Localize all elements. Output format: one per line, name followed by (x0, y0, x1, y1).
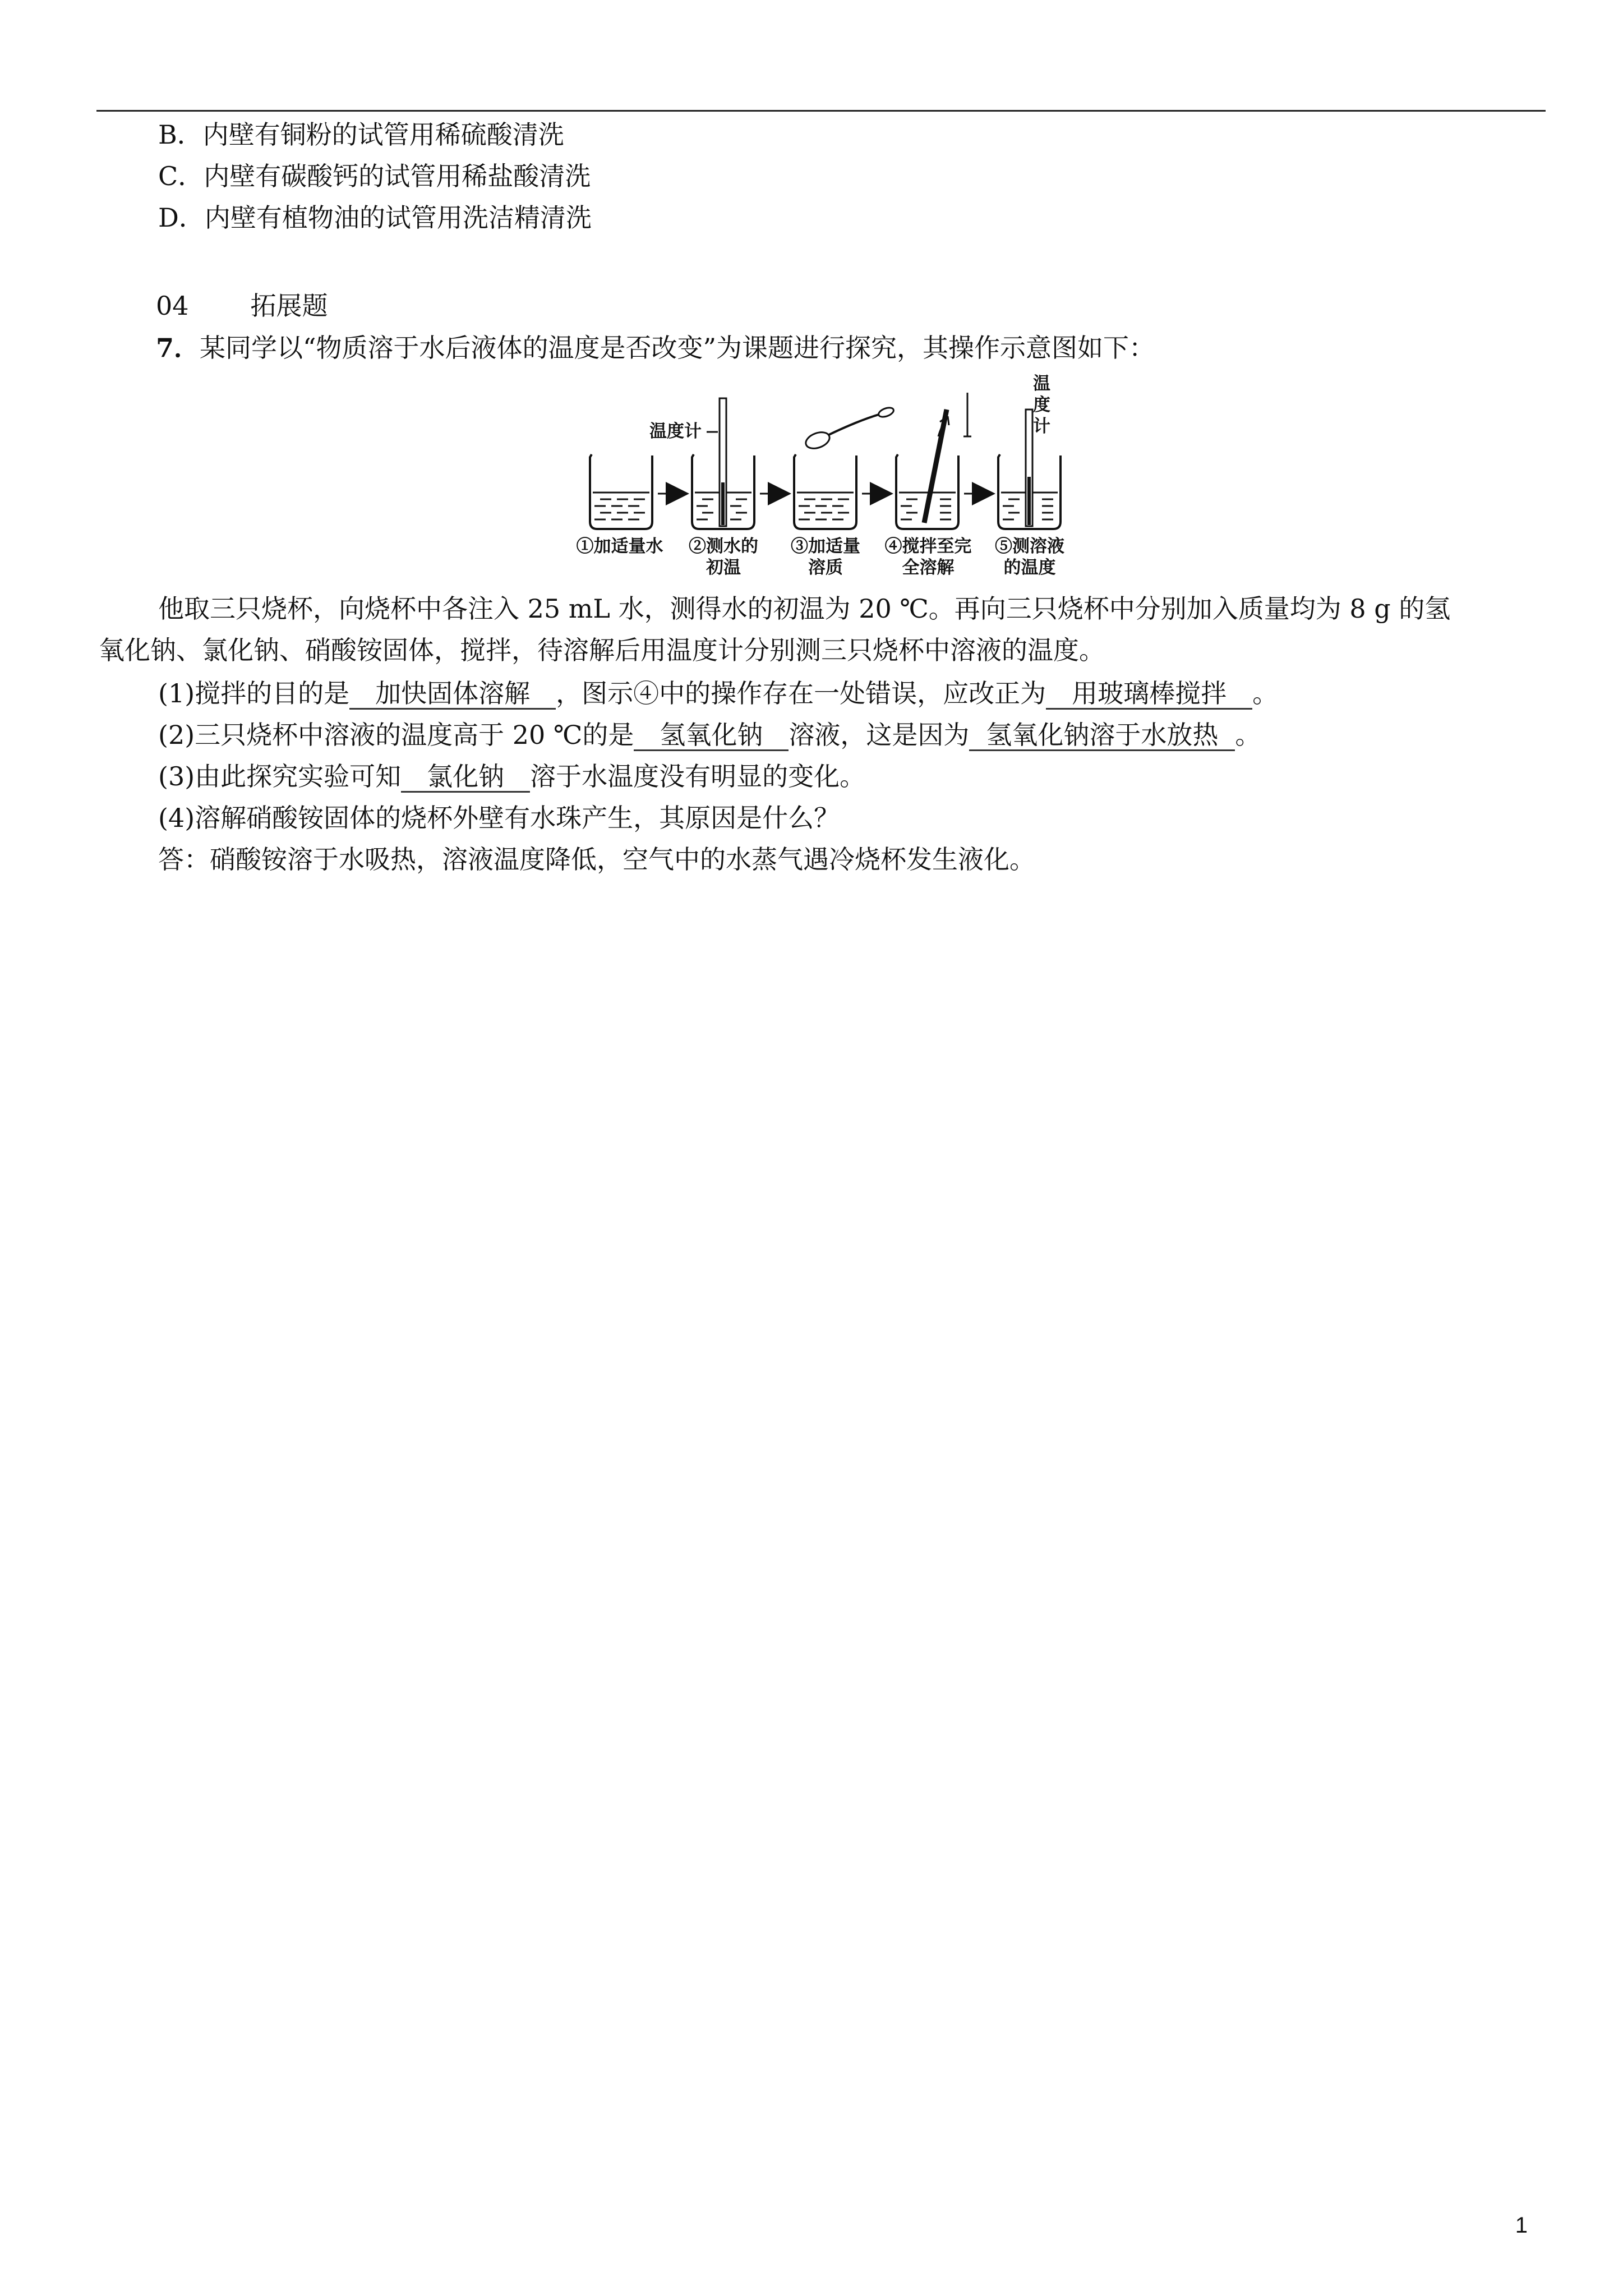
sub-question-1: (1)搅拌的目的是 加快固体溶解 ，图示④中的操作存在一处错误，应改正为 用玻璃棒搅拌 。 (158, 678, 1279, 708)
spoon-icon (804, 406, 895, 452)
thermometer-label-char-3: 计 (1033, 416, 1050, 436)
step-5-label: ⑤测溶液 的温度 (995, 536, 1064, 578)
beaker-3 (794, 406, 895, 529)
beaker-5 (998, 409, 1061, 529)
section-number: 04 (156, 291, 189, 321)
beaker-4 (896, 393, 971, 529)
paragraph-line-1: 他取三只烧杯，向烧杯中各注入 25 mL 水，测得水的初温为 20 ℃。再向三只烧杯中分别加入质量均为 8 g 的氢 (158, 593, 1451, 624)
sub-question-4: (4)溶解硝酸铵固体的烧杯外壁有水珠产生，其原因是什么？ (158, 803, 840, 833)
experiment-figure (538, 370, 1155, 583)
thermometer-label: 温度计 (649, 421, 702, 441)
sub-question-3: (3)由此探究实验可知 氯化钠 溶于水温度没有明显的变化。 (158, 761, 866, 792)
question-7 (156, 331, 1155, 365)
answer-blank: 氢氧化钠溶于水放热 (969, 720, 1235, 751)
beaker-2 (692, 398, 754, 529)
question-number: 7． (156, 333, 200, 363)
option-b: B．内壁有铜粉的试管用稀硫酸清洗 (158, 119, 564, 150)
option-d: D．内壁有植物油的试管用洗洁精清洗 (158, 203, 592, 233)
page-number: 1 (1515, 2213, 1528, 2238)
answer-4: 答：硝酸铵溶于水吸热，溶液温度降低，空气中的水蒸气遇冷烧杯发生液化。 (158, 844, 1035, 875)
beaker-1 (590, 454, 652, 529)
answer-blank: 加快固体溶解 (349, 679, 556, 710)
answer-blank: 用玻璃棒搅拌 (1046, 679, 1252, 710)
thermometer-label-char-2: 度 (1033, 395, 1050, 415)
question-text: 某同学以“物质溶于水后液体的温度是否改变”为课题进行探究，其操作示意图如下： (200, 333, 1155, 363)
thermometer-label-char-1: 温 (1033, 374, 1050, 394)
step-3-label: ③加适量 溶质 (791, 536, 860, 578)
step-4-label: ④搅拌至完 全溶解 (884, 536, 972, 578)
option-c: C．内壁有碳酸钙的试管用稀盐酸清洗 (158, 161, 591, 191)
header-rule (96, 110, 1546, 112)
paragraph-line-2: 氧化钠、氯化钠、硝酸铵固体，搅拌，待溶解后用温度计分别测三只烧杯中溶液的温度。 (99, 635, 1105, 665)
sub-question-2: (2)三只烧杯中溶液的温度高于 20 ℃的是 氢氧化钠 溶液，这是因为 氢氧化钠溶于水放热 。 (158, 720, 1261, 750)
section-title: 拓展题 (250, 291, 328, 321)
answer-blank: 氢氧化钠 (634, 720, 789, 751)
step-1-label: ①加适量水 (576, 536, 663, 556)
section-heading (156, 289, 328, 323)
step-2-label: ②测水的 初温 (689, 536, 758, 578)
answer-blank: 氯化钠 (401, 762, 530, 793)
